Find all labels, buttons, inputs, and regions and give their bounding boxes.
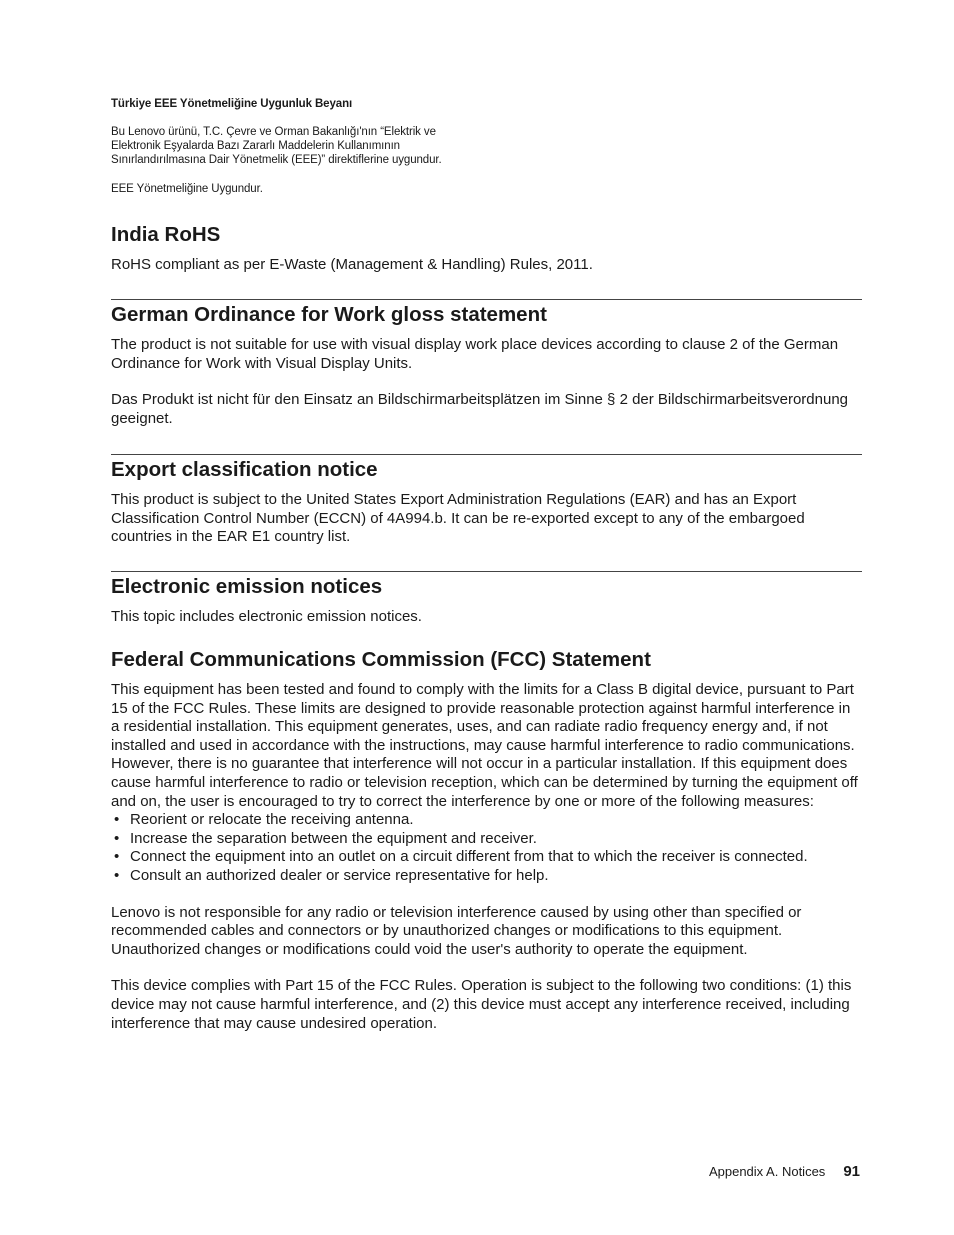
export-classification-section <box>111 457 862 547</box>
bullet-icon: • <box>114 829 120 847</box>
page-number: 91 <box>843 1163 860 1180</box>
list-item <box>111 867 862 886</box>
fcc-lenovo-responsibility-paragraph: Lenovo is not responsible for any radio or television interference caused by using other than specified or recommended cables and connectors or by unauthorized changes or modifications to this equipment. Unauthorized changes or modifications could void the user's authority to operate the equipment. <box>111 903 802 958</box>
turkish-eee-conformity: EEE Yönetmeliğine Uygundur. <box>111 183 263 195</box>
bullet-icon: • <box>114 811 120 829</box>
india-rohs-heading: India RoHS <box>111 223 221 246</box>
section-divider <box>111 454 862 455</box>
german-ordinance-section <box>111 302 862 428</box>
export-classification-text: This product is subject to the United States Export Administration Regulations (EAR) and has an Export Classification Control Number (ECCN) of 4A994.b. It can be re-exported except to any of the embargoed countries in the EAR E1 country list. <box>111 491 805 546</box>
turkish-eee-paragraph <box>111 125 531 167</box>
electronic-emission-section <box>111 574 862 627</box>
turkish-eee-declaration <box>111 98 531 211</box>
fcc-statement-section <box>111 647 862 1033</box>
turkish-eee-title: Türkiye EEE Yönetmeliğine Uygunluk Beyanı <box>111 98 353 110</box>
bullet-icon: • <box>114 848 120 866</box>
india-rohs-section <box>111 222 862 275</box>
fcc-statement-heading: Federal Communications Commission (FCC) Statement <box>111 648 651 671</box>
list-item-text: Reorient or relocate the receiving antenna. <box>130 811 414 829</box>
german-ordinance-english-text: The product is not suitable for use with visual display work place devices according to clause 2 of the German Ordinance for Work with Visual Display Units. <box>111 336 839 372</box>
list-item-text: Connect the equipment into an outlet on a circuit different from that to which the receiver is connected. <box>130 848 808 866</box>
turkish-eee-line: Elektronik Eşyalarda Bazı Zararlı Maddelerin Kullanımının <box>111 140 400 152</box>
fcc-compliance-paragraph: This equipment has been tested and found to comply with the limits for a Class B digital device, pursuant to Part 15 of the FCC Rules. These limits are designed to provide reasonable protection against harmful interference in a residential installation. This equipment generates, uses, and can radiate radio frequency energy and, if not installed and used in accordance with the instructions, may cause harmful interference to radio communications. However, there is no guarantee that interference will not occur in a particular installation. If this equipment does cause harmful interference to radio or television reception, which can be determined by turning the equipment off and on, the user is encouraged to try to correct the interference by one or more of the following measures: <box>111 681 858 810</box>
turkish-eee-line: Bu Lenovo ürünü, T.C. Çevre ve Orman Bakanlığı'nın “Elektrik ve <box>111 126 436 138</box>
fcc-measures-list <box>111 811 862 885</box>
bullet-icon: • <box>114 866 120 884</box>
section-divider <box>111 571 862 572</box>
turkish-eee-line: Sınırlandırılmasına Dair Yönetmelik (EEE)” direktiflerine uygundur. <box>111 154 442 166</box>
electronic-emission-heading: Electronic emission notices <box>111 575 383 598</box>
export-classification-heading: Export classification notice <box>111 458 378 481</box>
list-item-text: Consult an authorized dealer or service representative for help. <box>130 866 549 884</box>
german-ordinance-german-text: Das Produkt ist nicht für den Einsatz an Bildschirmarbeitsplätzen im Sinne § 2 der Bildschirmarbeitsverordnung geeignet. <box>111 391 849 427</box>
list-item <box>111 848 862 867</box>
list-item-text: Increase the separation between the equipment and receiver. <box>130 829 537 847</box>
fcc-part15-conditions-paragraph: This device complies with Part 15 of the FCC Rules. Operation is subject to the following two conditions: (1) this device may not cause harmful interference, and (2) this device must accept any interference received, including interference that may cause undesired operation. <box>111 977 852 1032</box>
page-footer <box>709 1163 860 1180</box>
footer-section-label: Appendix A. Notices <box>708 1164 826 1179</box>
section-divider <box>111 299 862 300</box>
india-rohs-text: RoHS compliant as per E-Waste (Management & Handling) Rules, 2011. <box>111 256 593 273</box>
electronic-emission-text: This topic includes electronic emission notices. <box>111 608 422 625</box>
german-ordinance-heading: German Ordinance for Work gloss statement <box>111 303 547 326</box>
list-item <box>111 811 862 830</box>
list-item <box>111 830 862 849</box>
